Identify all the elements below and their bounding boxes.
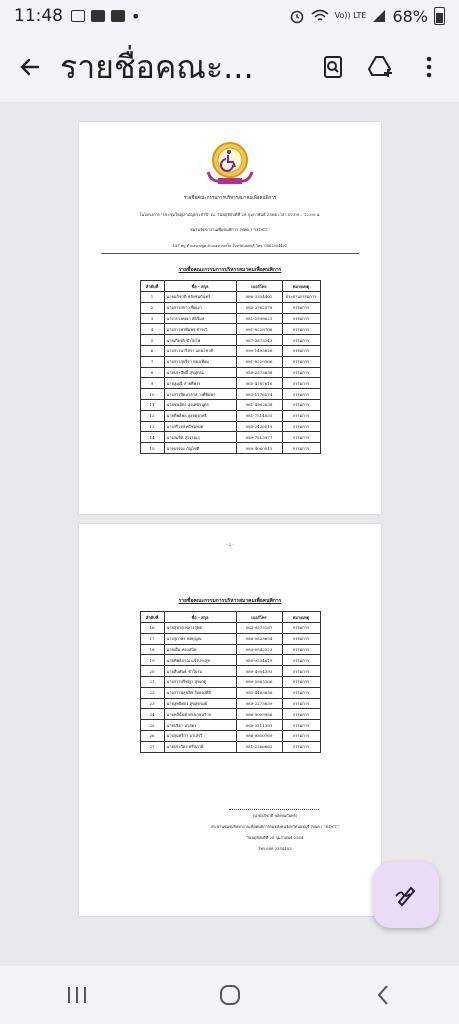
member-phone: 080-3311351 (236, 720, 282, 731)
row-number: 22 (140, 687, 164, 698)
member-role: กรรมการ (282, 313, 320, 324)
back-arrow-icon (18, 55, 42, 79)
member-role: กรรมการ (282, 720, 320, 731)
header-line-2: ในโครงการ "ประชุมใหญ่สามัญประจำปี" ณ. วันพฤหัสบดีที่ 26 กุมภาพันธ์ 2564 เวลา 07.00 – 12.00 น. (139, 212, 321, 217)
table-row (140, 345, 320, 356)
committee-table-page-2 (140, 611, 321, 753)
member-role: กรรมการ (282, 443, 320, 454)
more-options-button[interactable] (407, 45, 451, 89)
signature-title: ประธานชมรมจัดหางานเพื่อคนพิการรมหลังคนจังหวัดนนทบุรี (ชพค.) "HDCT." (210, 823, 340, 829)
system-nav-bar (0, 966, 459, 1024)
member-phone: 081-2266662 (236, 741, 282, 752)
table-row (140, 443, 320, 454)
column-header: หมายเหตุ (282, 612, 320, 623)
row-number: 8 (140, 367, 164, 378)
volte-indicator: Vo)) LTE (334, 11, 367, 20)
member-name: นางวรางคณา สัตรีมล (164, 313, 236, 324)
member-phone: 089-2275659 (236, 698, 282, 709)
table-row (140, 432, 320, 443)
row-number: 12 (140, 410, 164, 421)
row-number: 21 (140, 676, 164, 687)
member-name: นางสรีวงษ์ ศรีชมพงศ (164, 421, 236, 432)
back-button[interactable] (0, 32, 60, 102)
table-row (140, 410, 320, 421)
table-row (140, 655, 320, 666)
annotate-button[interactable] (373, 862, 439, 928)
table-row (140, 421, 320, 432)
member-role: กรรมการ (282, 633, 320, 644)
member-name: นางสาวสกาว ฟื่อเงา (164, 302, 236, 313)
row-number: 11 (140, 399, 164, 410)
header-divider (101, 253, 359, 254)
column-header: เบอร์โทร (236, 281, 282, 292)
more-vert-icon (426, 56, 432, 78)
committee-table-page-1 (140, 280, 321, 454)
battery-icon (434, 7, 445, 25)
row-number: 27 (140, 741, 164, 752)
member-name: นางสุนทรีกา มาเสรวี (164, 730, 236, 741)
member-name: นางสาวปรีชญา สุขเกตุ (164, 676, 236, 687)
line-notification-icon (91, 10, 105, 22)
table-row (140, 292, 320, 303)
member-name: นายสุมุณี สายทีพงร (164, 378, 236, 389)
member-name: นายประสิทธิ์ สุขสุดรม (164, 367, 236, 378)
member-role: กรรมการ (282, 709, 320, 720)
member-role: กรรมการ (282, 730, 320, 741)
row-number: 3 (140, 313, 164, 324)
member-role: กรรมการ (282, 302, 320, 313)
table-row (140, 698, 320, 709)
member-name: นางสุภาพร พลบุญณ (164, 633, 236, 644)
add-to-drive-button[interactable] (359, 45, 403, 89)
table-row (140, 302, 320, 313)
member-name: นายเกียรติ ชำใบโพ (164, 335, 236, 346)
member-phone: 086-0350769 (236, 730, 282, 741)
table-row (140, 687, 320, 698)
table-row (140, 741, 320, 752)
column-header: เบอร์โทร (236, 612, 282, 623)
member-role: กรรมการ (282, 389, 320, 400)
signature-name: (นายอภิชาติ พลังชนกันทร์) (252, 812, 298, 818)
document-page-1[interactable] (79, 122, 381, 514)
column-header: ชื่อ - สกุล (164, 281, 236, 292)
member-role: กรรมการ (282, 623, 320, 634)
table-row (140, 378, 320, 389)
member-role: กรรมการ (282, 410, 320, 421)
member-role: กรรมการ (282, 644, 320, 655)
table-row (140, 644, 320, 655)
member-role: กรรมการ (282, 345, 320, 356)
signature-date: วันพฤหัสบดีที่ 26 กุมภาพันธ์ 2564 (246, 834, 304, 840)
member-name: นายสุชาต พลางสุทธ (164, 623, 236, 634)
column-header: ชื่อ - สกุล (164, 612, 236, 623)
row-number: 14 (140, 432, 164, 443)
recents-button[interactable] (47, 970, 107, 1020)
member-phone: 089-4060515 (236, 443, 282, 454)
row-number: 15 (140, 443, 164, 454)
column-header: ลำดับที่ (140, 612, 164, 623)
member-phone: 081-7514055 (236, 410, 282, 421)
member-phone: 089-2575658 (236, 367, 282, 378)
member-phone: 085-1776574 (236, 389, 282, 400)
member-role: กรรมการ (282, 421, 320, 432)
member-name: นางสาวปิยมาลาส วงศ์พิมพา (164, 389, 236, 400)
document-title: รายชื่อคณะ... (60, 47, 254, 86)
member-name: นายทิพย์ภาณ แจ้งประสุข (164, 655, 236, 666)
member-phone: 089-4954393 (236, 666, 282, 677)
header-line-3: ชมรมจัดหางานเพื่อคนพิการ (ชพค.) "HDCT." (190, 227, 270, 232)
nav-back-button[interactable] (353, 970, 413, 1020)
pen-edit-icon (393, 882, 419, 908)
table-row (140, 389, 320, 400)
member-role: กรรมการ (282, 741, 320, 752)
table-row (140, 356, 320, 367)
member-name: นางสาวพลุขลิช ร้อยลงพิลิ (164, 687, 236, 698)
page-number: - 2 - (226, 542, 234, 547)
row-number: 20 (140, 666, 164, 677)
recents-icon (66, 985, 88, 1005)
dot-notification-icon: • (131, 6, 141, 26)
nav-back-icon (376, 984, 390, 1006)
member-phone: 089-5965566 (236, 676, 282, 687)
row-number: 1 (140, 292, 164, 303)
member-name: นายปริยา มาสดร (164, 720, 236, 731)
signature-line (229, 809, 319, 810)
member-role: กรรมการ (282, 378, 320, 389)
column-header: หมายเหตุ (282, 281, 320, 292)
member-name: นายหลีนั้นท์ ทรงเกษมวิวก (164, 709, 236, 720)
member-phone: 061-4962638 (236, 399, 282, 410)
table-row (140, 676, 320, 687)
table-row (140, 666, 320, 677)
member-role: กรรมการ (282, 655, 320, 666)
member-phone: 086-9009986 (236, 709, 282, 720)
member-name: นายทิพย์พล ลุงจตุรฤทธิ (164, 410, 236, 421)
member-phone: 099-1495826 (236, 345, 282, 356)
battery-percent: 68% (392, 6, 428, 26)
row-number: 18 (140, 644, 164, 655)
member-role: กรรมการ (282, 324, 320, 335)
row-number: 13 (140, 421, 164, 432)
table-row (140, 313, 320, 324)
row-number: 4 (140, 324, 164, 335)
member-phone: 085-2426519 (236, 421, 282, 432)
row-number: 7 (140, 356, 164, 367)
member-role: กรรมการ (282, 687, 320, 698)
status-time: 11:48 (14, 6, 63, 26)
app-bar (0, 32, 459, 102)
member-name: นายเต็ม ทองสนิท (164, 644, 236, 655)
member-role: กรรมการ (282, 367, 320, 378)
row-number: 2 (140, 302, 164, 313)
home-button[interactable] (200, 970, 260, 1020)
table-title: รายชื่อคณะกรรมการบริหารสมาคมเพื่อคนพิการ (178, 598, 282, 604)
member-role: กรรมการ (282, 698, 320, 709)
member-phone: 086-3354402 (236, 292, 282, 303)
member-role: กรรมการ (282, 432, 320, 443)
member-role: กรรมการ (282, 676, 320, 687)
row-number: 25 (140, 720, 164, 731)
row-number: 24 (140, 709, 164, 720)
row-number: 17 (140, 633, 164, 644)
row-number: 26 (140, 730, 164, 741)
row-number: 19 (140, 655, 164, 666)
member-role: ประธานกรรมการ (282, 292, 320, 303)
member-phone: 085-9334619 (236, 655, 282, 666)
member-role: กรรมการ (282, 666, 320, 677)
member-role: กรรมการ (282, 399, 320, 410)
member-name: นายสืบพันธ์ ชำใบรม (164, 666, 236, 677)
table-row (140, 623, 320, 634)
row-number: 5 (140, 335, 164, 346)
table-row (140, 730, 320, 741)
drive-add-icon (368, 55, 394, 79)
member-phone: 081-8228708 (236, 324, 282, 335)
table-row (140, 709, 320, 720)
member-phone: 081-2598621 (236, 313, 282, 324)
row-number: 6 (140, 345, 164, 356)
member-phone: 065-4787616 (236, 378, 282, 389)
alarm-icon (289, 8, 305, 24)
member-phone: 083-0542523 (236, 644, 282, 655)
table-row (140, 324, 320, 335)
search-doc-icon (321, 55, 345, 79)
table-title: รายชื่อคณะกรรมการบริหารสมาคมเพื่อคนพิการ (178, 267, 282, 273)
member-name: นางสาวนาริสรา แสนโชวดี (164, 345, 236, 356)
member-phone: 086-0823654 (236, 633, 282, 644)
header-line-1: รายชื่อคณะกรรมการบริหารสมาคมเพื่อคนพิการ (183, 196, 277, 201)
gallery-notification-icon (71, 10, 85, 22)
member-phone: 083-4463656 (236, 687, 282, 698)
member-phone: 080-3762578 (236, 302, 282, 313)
association-logo (202, 138, 258, 190)
search-document-button[interactable] (311, 45, 355, 89)
header-line-4: 187 หมู่ ตำบลบางพูด อำเภอปากเกร็ด จังหวัดนนทบุรี โทร. 0862354402 (172, 244, 288, 248)
member-name: นางสมจิต สุวรรณฤ (164, 432, 236, 443)
member-name: นายสุทธิศกร สุขสุดรมย์ (164, 698, 236, 709)
signal-icon (372, 9, 386, 23)
member-name: นายอภิชาติ พลังชนกันทร์ (164, 292, 236, 303)
row-number: 16 (140, 623, 164, 634)
member-phone: 081-8229566 (236, 356, 282, 367)
youtube-notification-icon (111, 10, 125, 22)
member-name: นางสาวพรพิมพร ธำรงวิ (164, 324, 236, 335)
signature-phone: โทร.086-3354402 (258, 845, 292, 851)
member-name: นางสาวสุจรีรา ทองเทียม (164, 356, 236, 367)
member-phone: 063-9575167 (236, 623, 282, 634)
table-row (140, 335, 320, 346)
member-phone: 087-3875243 (236, 335, 282, 346)
member-name: นายประวิตร ศรีสุภาดิ (164, 741, 236, 752)
row-number: 9 (140, 378, 164, 389)
status-bar (0, 0, 459, 32)
table-row (140, 399, 320, 410)
member-name: นางบรรจง ภัญโชติ (164, 443, 236, 454)
column-header: ลำดับที่ (140, 281, 164, 292)
home-icon (219, 984, 241, 1006)
table-row (140, 367, 320, 378)
table-row (140, 720, 320, 731)
member-role: กรรมการ (282, 356, 320, 367)
wifi-icon (311, 9, 329, 23)
member-role: กรรมการ (282, 335, 320, 346)
row-number: 23 (140, 698, 164, 709)
table-row (140, 633, 320, 644)
row-number: 10 (140, 389, 164, 400)
member-name: นายชนมิตร ลุงเพชรนุทร (164, 399, 236, 410)
member-phone: 089-7815977 (236, 432, 282, 443)
document-page-2[interactable] (79, 524, 381, 916)
